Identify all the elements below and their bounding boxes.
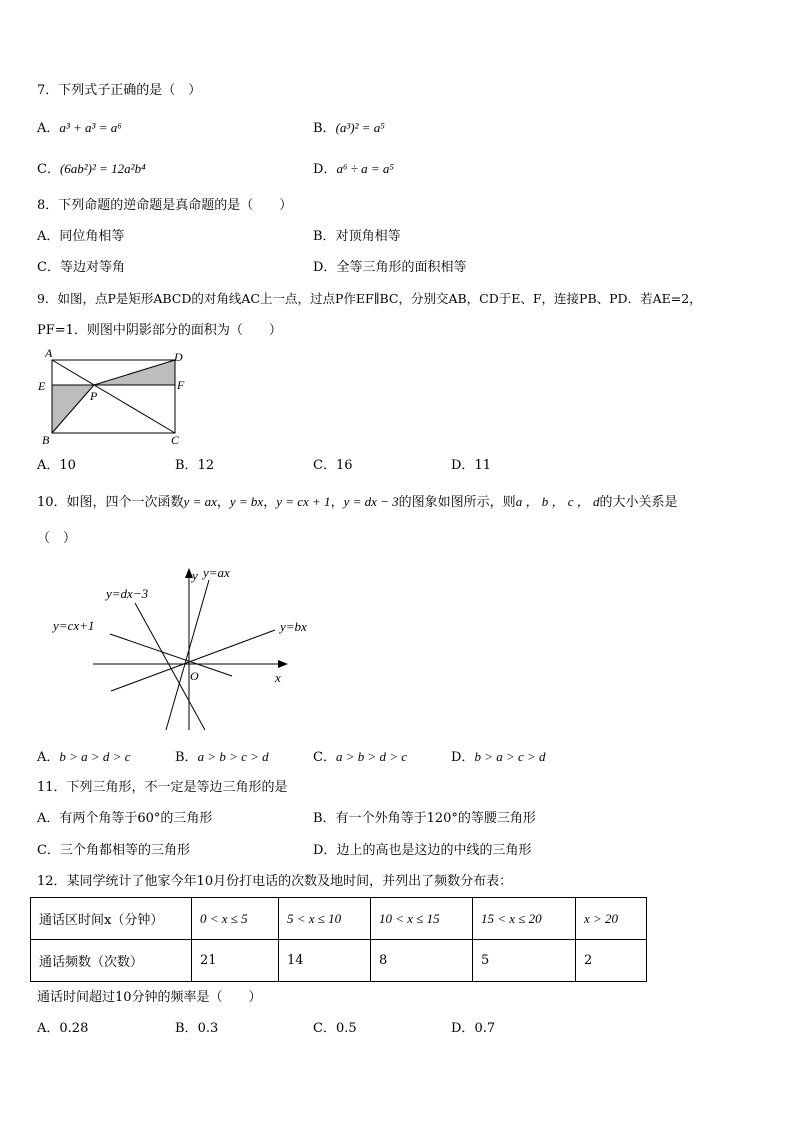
- table-header-cell: 通话频数（次数）: [31, 940, 192, 982]
- table-row: [31, 898, 647, 940]
- stem-suffix: 的大小关系是: [599, 495, 678, 510]
- line-y-dx3: [135, 603, 205, 730]
- q9-stem-line2: PF=1．则图中阴影部分的面积为（ ）: [37, 323, 282, 338]
- q10-stem-line1: 10．如图，四个一次函数y = ax，y = bx，y = cx + 1，y = dx − 3的图象如图所示，则a ， b ， c ， d的大小关系是: [37, 494, 678, 510]
- option-text: 同位角相等: [59, 229, 125, 244]
- table-cell: x > 20: [576, 898, 647, 940]
- option-math: a³ + a³ = a⁶: [59, 120, 122, 135]
- option-text: 三个角都相等的三角形: [59, 843, 190, 858]
- function-2: y = bx: [229, 494, 264, 509]
- table-cell: 21: [192, 940, 279, 982]
- q12-stem: 12．某同学统计了他家今年10月份打电话的次数及地时间，并列出了频数分布表：: [37, 874, 513, 889]
- option-text: 0.28: [59, 1021, 89, 1036]
- label-d: D: [174, 350, 183, 364]
- q9-option-b[interactable]: [175, 457, 214, 475]
- q10-stem-line2: （ ）: [37, 531, 77, 546]
- frequency-table: [30, 897, 647, 982]
- label-a: A: [45, 346, 53, 360]
- table-cell: 2: [576, 940, 647, 982]
- option-label: C．: [37, 162, 60, 177]
- option-label: B．: [313, 811, 336, 826]
- q12-option-d[interactable]: [451, 1020, 495, 1038]
- q9-option-c[interactable]: [313, 457, 353, 475]
- option-text: 11: [474, 458, 491, 473]
- option-label: A．: [37, 811, 60, 826]
- q9-option-a[interactable]: [37, 457, 76, 475]
- table-cell: 5 < x ≤ 10: [279, 898, 371, 940]
- q8-option-a[interactable]: [37, 228, 124, 246]
- option-label: C．: [37, 843, 60, 858]
- label-f: F: [177, 378, 185, 392]
- q11-option-b[interactable]: [313, 810, 536, 828]
- option-text: 有一个外角等于120°的等腰三角形: [335, 811, 536, 826]
- option-label: B．: [175, 458, 198, 473]
- q12-option-b[interactable]: [175, 1020, 218, 1038]
- q11-option-c[interactable]: [37, 842, 190, 860]
- q11-stem: 11．下列三角形，不一定是等边三角形的是: [37, 780, 288, 795]
- label-y-dx3: y=dx−3: [106, 586, 149, 601]
- label-y-axis: y: [192, 568, 198, 583]
- option-label: D．: [313, 162, 337, 177]
- option-label: D．: [313, 260, 337, 275]
- label-e: E: [38, 379, 46, 393]
- q7-option-a[interactable]: [37, 119, 122, 138]
- label-y-ax: y=ax: [203, 565, 230, 580]
- function-1: y = ax: [183, 494, 217, 509]
- option-text: 边上的高也是这边的中线的三角形: [336, 843, 532, 858]
- label-origin: O: [190, 669, 199, 683]
- label-p: P: [90, 389, 98, 403]
- table-cell: 10 < x ≤ 15: [371, 898, 473, 940]
- option-label: A．: [37, 458, 60, 473]
- option-label: D．: [451, 458, 475, 473]
- q11-option-a[interactable]: [37, 810, 212, 828]
- table-cell: 0 < x ≤ 5: [192, 898, 279, 940]
- q10-option-c[interactable]: [313, 748, 407, 767]
- q12-option-c[interactable]: [313, 1020, 357, 1038]
- option-text: 等边对等角: [59, 260, 125, 275]
- option-math: a⁶ ÷ a = a⁵: [336, 161, 394, 176]
- option-label: C．: [313, 458, 336, 473]
- x-axis-arrow: [278, 660, 288, 668]
- option-label: A．: [37, 750, 60, 765]
- option-text: 对顶角相等: [335, 229, 401, 244]
- stem-prefix: 10．如图，四个一次函数: [37, 495, 184, 510]
- option-label: C．: [313, 1021, 336, 1036]
- q10-option-d[interactable]: [451, 748, 546, 767]
- q10-option-b[interactable]: [175, 748, 269, 767]
- option-label: D．: [313, 843, 337, 858]
- option-text: 10: [59, 458, 76, 473]
- table-cell: 5: [473, 940, 576, 982]
- q8-stem: 8．下列命题的逆命题是真命题的是（ ）: [37, 198, 293, 213]
- table-cell: 15 < x ≤ 20: [473, 898, 576, 940]
- option-label: C．: [313, 750, 336, 765]
- option-math: a > b > d > c: [335, 749, 408, 764]
- table-header-cell: 通话区时间x（分钟）: [31, 898, 192, 940]
- label-y-cx1: y=cx+1: [53, 618, 95, 633]
- q7-option-b[interactable]: [313, 119, 385, 138]
- label-x-axis: x: [275, 670, 281, 685]
- q9-rectangle-figure: [35, 345, 195, 447]
- q7-option-d[interactable]: [313, 160, 394, 179]
- option-label: C．: [37, 260, 60, 275]
- option-text: 有两个角等于60°的三角形: [59, 811, 213, 826]
- option-math: (a³)² = a⁵: [335, 120, 385, 135]
- option-text: 12: [197, 458, 215, 473]
- option-label: A．: [37, 1021, 60, 1036]
- q11-option-d[interactable]: [313, 842, 531, 860]
- option-label: B．: [175, 1021, 198, 1036]
- option-text: 0.7: [474, 1021, 496, 1036]
- label-y-bx: y=bx: [280, 619, 307, 634]
- function-3: y = cx + 1: [276, 494, 331, 509]
- q10-function-graph: [40, 558, 307, 738]
- q9-option-d[interactable]: [451, 457, 491, 475]
- option-text: 0.3: [197, 1021, 219, 1036]
- option-label: A．: [37, 229, 60, 244]
- option-label: A．: [37, 121, 60, 136]
- option-text: 全等三角形的面积相等: [336, 260, 467, 275]
- q12-option-a[interactable]: [37, 1020, 88, 1038]
- q12-question: 通话时间超过10分钟的频率是（ ）: [37, 990, 262, 1005]
- line-y-cx1: [110, 634, 232, 676]
- q9-stem-line1: 9．如图，点P是矩形ABCD的对角线AC上一点，过点P作EF∥BC，分别交AB，CD于E、F，连接PB、PD．若AE=2，: [37, 291, 702, 306]
- table-cell: 14: [279, 940, 371, 982]
- option-label: B．: [313, 229, 336, 244]
- option-math: a > b > c > d: [197, 749, 269, 764]
- label-b: B: [42, 433, 50, 447]
- option-label: B．: [313, 121, 336, 136]
- option-math: b > a > c > d: [474, 749, 546, 764]
- q8-option-b[interactable]: [313, 228, 401, 246]
- function-4: y = dx − 3: [343, 494, 399, 509]
- option-label: D．: [451, 1021, 475, 1036]
- table-cell: 8: [371, 940, 473, 982]
- option-text: 0.5: [335, 1021, 357, 1036]
- q8-option-c[interactable]: [37, 259, 125, 277]
- table-row: [31, 940, 647, 982]
- variables: a ， b ， c ， d: [515, 494, 600, 509]
- option-label: B．: [175, 750, 198, 765]
- option-label: D．: [451, 750, 475, 765]
- q8-option-d[interactable]: [313, 259, 466, 277]
- q10-option-a[interactable]: [37, 748, 130, 767]
- label-c: C: [171, 433, 180, 447]
- q7-stem: 7．下列式子正确的是（ ）: [37, 83, 202, 98]
- q7-option-c[interactable]: [37, 160, 146, 179]
- stem-mid: 的图象如图所示，则: [398, 495, 516, 510]
- option-math: (6ab²)² = 12a²b⁴: [59, 161, 146, 176]
- option-math: b > a > d > c: [59, 749, 131, 764]
- option-text: 16: [335, 458, 353, 473]
